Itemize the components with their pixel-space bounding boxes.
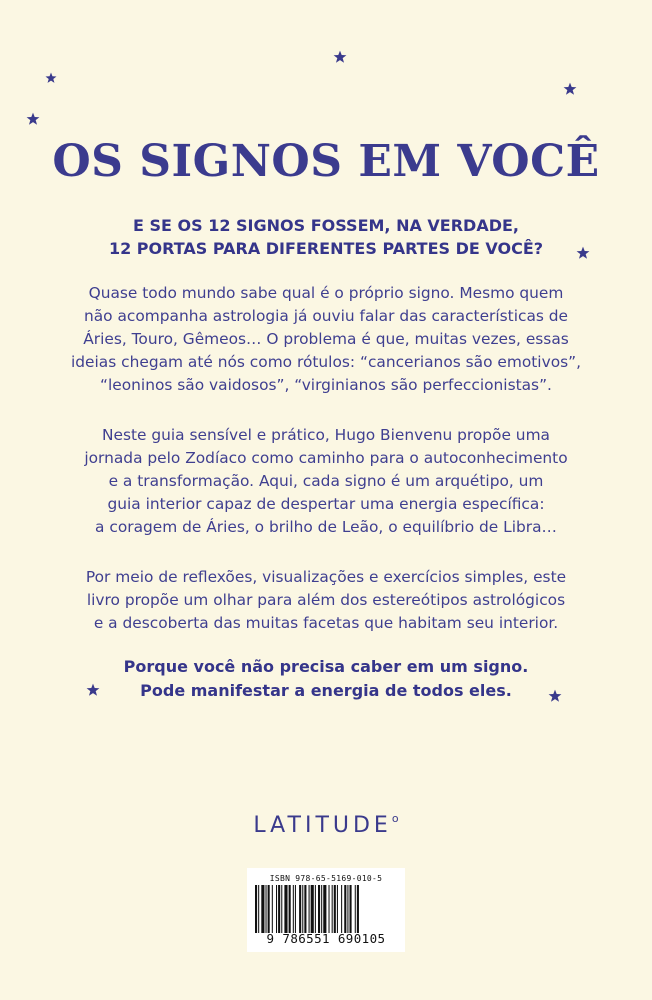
text-line: “leoninos são vaidosos”, “virginianos são perfeccionistas”. [100, 376, 552, 394]
ean-number: 9 786551 690105 [266, 931, 386, 946]
star-icon [576, 246, 590, 260]
barcode-bar [293, 885, 294, 933]
synopsis-paragraph-2 [70, 424, 582, 539]
barcode-bar [268, 885, 270, 933]
star-icon [45, 72, 57, 84]
book-title: OS SIGNOS EM VOCÊ [52, 136, 600, 187]
question-line: E SE OS 12 SIGNOS FOSSEM, NA VERDADE, [132, 216, 520, 235]
barcode-bar [315, 885, 316, 933]
barcode-bar [266, 885, 267, 933]
barcode-bar [309, 885, 310, 933]
barcode-bar [350, 885, 352, 933]
text-line: Quase todo mundo sabe qual é o próprio signo. Mesmo quem [88, 284, 564, 302]
headline-question [100, 214, 552, 260]
barcode-bar [289, 885, 291, 933]
barcode-bar [281, 885, 282, 933]
publisher-logo [0, 812, 652, 838]
closing-statement [70, 655, 582, 703]
question-line: 12 PORTAS PARA DIFERENTES PARTES DE VOCÊ? [108, 239, 544, 258]
text-line: a coragem de Áries, o brilho de Leão, o equilíbrio de Libra… [95, 518, 557, 536]
barcode-bar [332, 885, 333, 933]
barcode-bar [304, 885, 306, 933]
barcode-bar [302, 885, 303, 933]
text-line: Neste guia sensível e prático, Hugo Bienvenu propõe uma [101, 426, 550, 444]
barcode-bars [253, 885, 399, 933]
barcode-bar [357, 885, 359, 933]
barcode-bar [329, 885, 330, 933]
barcode-bar [341, 885, 342, 933]
star-icon [26, 112, 40, 126]
barcode-bar [334, 885, 336, 933]
text-line: e a descoberta das muitas facetas que habitam seu interior. [93, 614, 559, 632]
star-icon [333, 50, 347, 64]
barcode-bar [272, 885, 273, 933]
barcode-bar [284, 885, 287, 933]
publisher-name: LATITUDE [253, 813, 392, 838]
barcode-bar [318, 885, 320, 933]
barcode-bar [295, 885, 296, 933]
closing-line: Porque você não precisa caber em um signo. [123, 657, 529, 676]
text-line: livro propõe um olhar para além dos estereótipos astrológicos [86, 591, 566, 609]
synopsis-paragraph-3 [70, 566, 582, 635]
barcode-bar [261, 885, 264, 933]
barcode-bar [347, 885, 348, 933]
barcode-bar [278, 885, 280, 933]
isbn-barcode [247, 868, 405, 952]
barcode-bar [321, 885, 322, 933]
barcode-bar [311, 885, 314, 933]
text-line: Áries, Touro, Gêmeos… O problema é que, muitas vezes, essas [83, 330, 569, 348]
barcode-bar [337, 885, 338, 933]
isbn-label: ISBN 978-65-5169-010-5 [269, 874, 383, 883]
synopsis-paragraph-1 [70, 282, 582, 397]
barcode-bar [299, 885, 301, 933]
barcode-bar [355, 885, 356, 933]
barcode-bar [323, 885, 326, 933]
publisher-mark: o [391, 812, 399, 825]
text-line: não acompanha astrologia já ouviu falar das características de [83, 307, 569, 325]
text-line: e a transformação. Aqui, cada signo é um arquétipo, um [108, 472, 544, 490]
text-line: Por meio de reflexões, visualizações e exercícios simples, este [85, 568, 567, 586]
barcode-bar [258, 885, 259, 933]
text-line: guia interior capaz de despertar uma energia específica: [107, 495, 545, 513]
barcode-bar [255, 885, 257, 933]
text-line: jornada pelo Zodíaco como caminho para o autoconhecimento [84, 449, 568, 467]
barcode-bar [276, 885, 277, 933]
barcode-bar [344, 885, 346, 933]
star-icon [563, 82, 577, 96]
closing-line: Pode manifestar a energia de todos eles. [140, 681, 512, 700]
text-line: ideias chegam até nós como rótulos: “cancerianos são emotivos”, [71, 353, 581, 371]
